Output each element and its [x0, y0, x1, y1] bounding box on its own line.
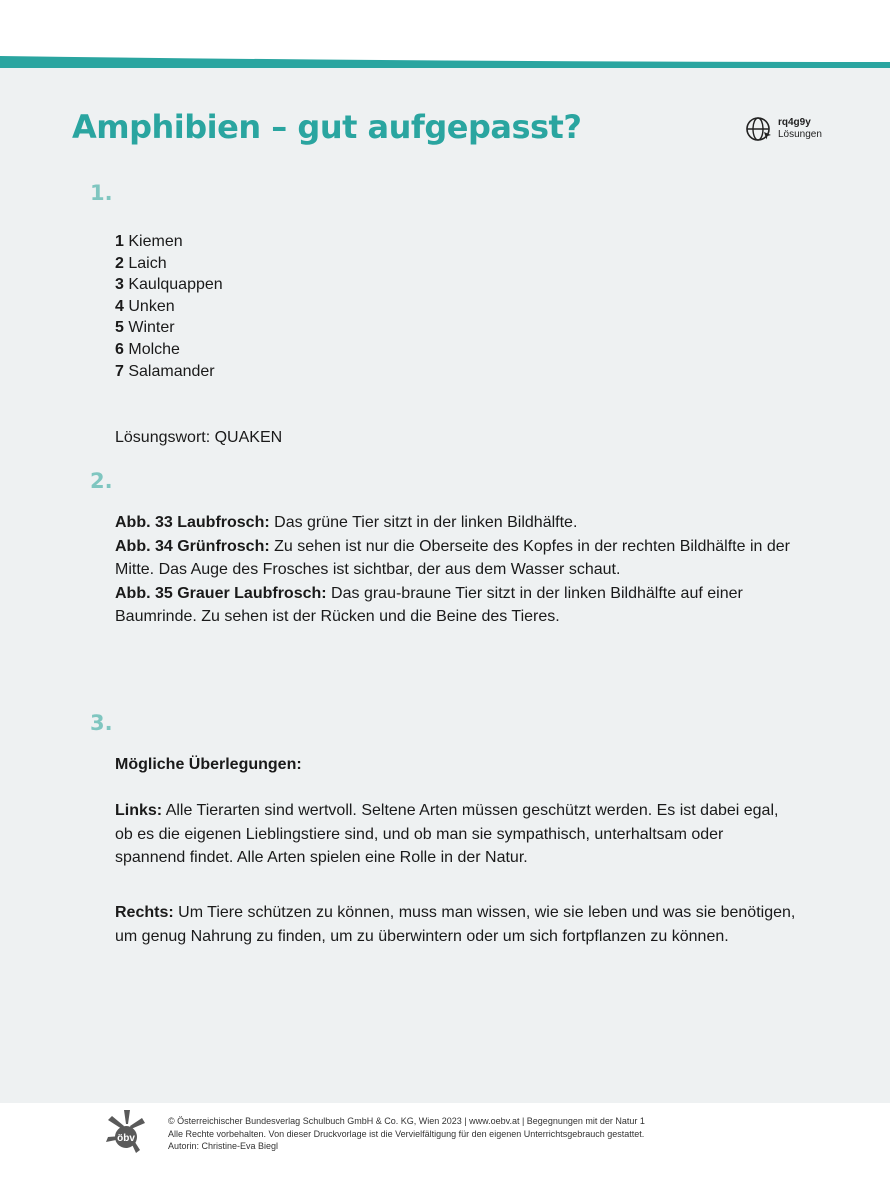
section-number-1: 1. — [90, 181, 113, 205]
section-number-2: 2. — [90, 469, 113, 493]
svg-text:öbv: öbv — [117, 1133, 135, 1144]
badge-label: Lösungen — [778, 129, 822, 140]
rechts-paragraph: Rechts: Um Tiere schützen zu können, muss man wissen, wie sie leben und was sie benötigen, um genug Nahrung zu finden, um zu überwintern oder um sich fortpflanzen zu können. — [115, 904, 796, 945]
oebv-logo — [106, 1110, 146, 1154]
figure-entry: Abb. 33 Laubfrosch: Das grüne Tier sitzt in der linken Bildhälfte. — [115, 514, 578, 531]
list-item: 7 Salamander — [115, 362, 215, 380]
list-item: 3 Kaulquappen — [115, 276, 223, 294]
list-item: 6 Molche — [115, 340, 180, 358]
solution-word: Lösungswort: QUAKEN — [115, 429, 283, 446]
list-item: 5 Winter — [115, 319, 175, 337]
footer-copyright: © Österreichischer Bundesverlag Schulbuch GmbH & Co. KG, Wien 2023 | www.oebv.at | Begegnungen mit der Natur 1 — [168, 1116, 645, 1126]
section-number-3: 3. — [90, 711, 113, 735]
figure-entry: Abb. 35 Grauer Laubfrosch: Das grau-braune Tier sitzt in der linken Bildhälfte auf einer Baumrinde. Zu sehen ist der Rücken und die Beine des Tieres. — [115, 584, 743, 625]
footer-rights: Alle Rechte vorbehalten. Von dieser Druckvorlage ist die Vervielfältigung für den eigenen Unterrichtsgebrauch gestattet. — [168, 1128, 645, 1139]
section-heading: Mögliche Überlegungen: — [115, 756, 302, 773]
figure-entry: Abb. 34 Grünfrosch: Zu sehen ist nur die Oberseite des Kopfes in der rechten Bildhälfte in der Mitte. Das Auge des Frosches ist sichtbar, der aus dem Wasser schaut. — [115, 537, 790, 578]
page-title: Amphibien – gut aufgepasst? — [72, 108, 582, 146]
badge-code: rq4g9y — [778, 117, 811, 128]
list-item: 2 Laich — [115, 254, 167, 272]
footer-author: Autorin: Christine-Eva Biegl — [168, 1141, 279, 1151]
figure-descriptions — [115, 511, 805, 629]
footer-text — [168, 1115, 645, 1153]
list-item: 4 Unken — [115, 297, 175, 315]
links-paragraph: Links: Alle Tierarten sind wertvoll. Seltene Arten müssen geschützt werden. Es ist dabei egal, ob es die eigenen Lieblingstiere sind, und ob man sie sympathisch, unterhaltsam oder spannend findet. Alle Arten spielen eine Rolle in der Natur. — [115, 802, 779, 866]
solutions-badge[interactable] — [745, 115, 822, 143]
list-item: 1 Kiemen — [115, 233, 183, 250]
answer-list — [115, 231, 223, 382]
globe-cursor-icon — [745, 115, 773, 143]
